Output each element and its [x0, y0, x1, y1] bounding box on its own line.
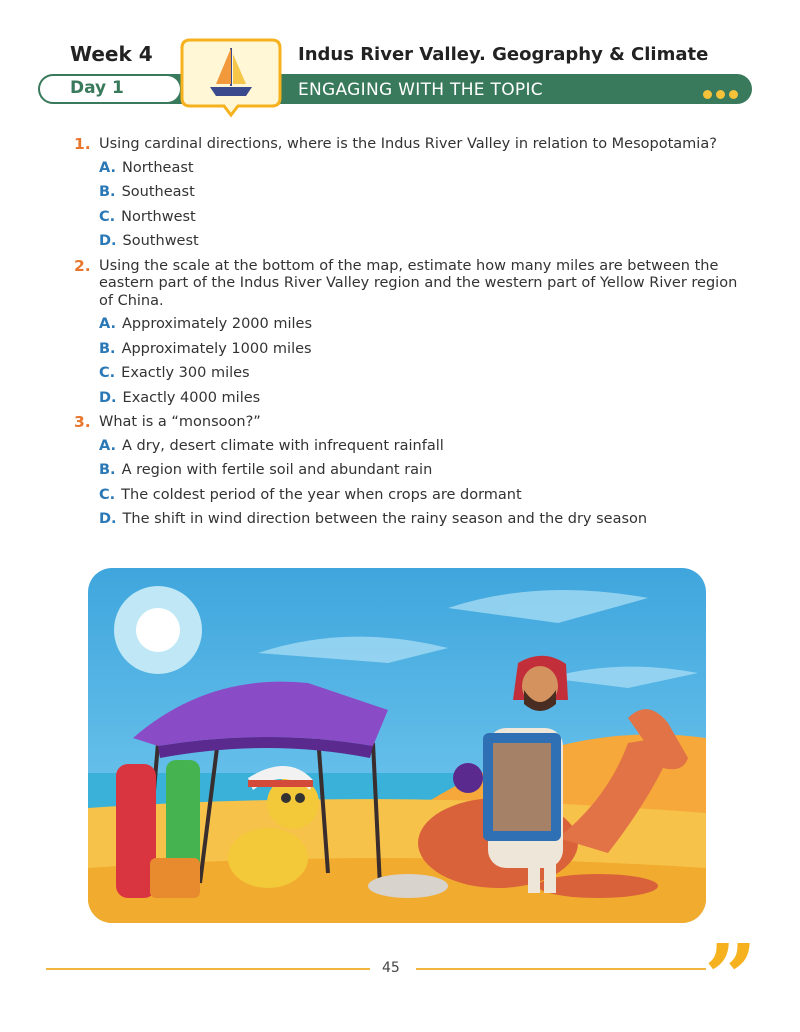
question-number: 3.	[74, 413, 91, 431]
day-label: Day 1	[70, 78, 124, 98]
question-text: Using cardinal directions, where is the Indus River Valley in relation to Mesopotamia?	[99, 136, 717, 152]
question-text: Using the scale at the bottom of the map, estimate how many miles are between the eastern part of the Indus River Valley region and the western part of Yellow River region of China.	[99, 257, 738, 309]
option-item: D. Southwest	[99, 233, 199, 249]
option-item: B. Approximately 1000 miles	[99, 340, 312, 357]
question-list	[74, 136, 744, 536]
option-item: B. Southeast	[99, 184, 195, 200]
topic-title: Indus River Valley. Geography & Climate	[298, 44, 709, 65]
option-item: A. Northeast	[99, 159, 194, 176]
page-number: 45	[382, 960, 400, 976]
question-number: 2.	[74, 256, 91, 275]
option-item: A. A dry, desert climate with infrequent rainfall	[99, 437, 444, 454]
option-item: A. Approximately 2000 miles	[99, 316, 313, 332]
option-item: C. Exactly 300 miles	[99, 365, 250, 381]
option-item: D. Exactly 4000 miles	[99, 389, 261, 406]
desert-illustration	[88, 568, 706, 923]
more-dots-icon	[703, 84, 742, 103]
option-item: C. The coldest period of the year when crops are dormant	[99, 486, 522, 503]
option-item: D. The shift in wind direction between the rainy season and the dry season	[99, 511, 648, 527]
option-item: B. A region with fertile soil and abundant rain	[99, 462, 433, 478]
week-label: Week 4	[70, 42, 153, 66]
question-text: What is a “monsoon?”	[99, 414, 261, 430]
options-list	[74, 316, 744, 407]
question-1	[74, 136, 744, 154]
options-list	[74, 160, 744, 251]
sailboat-speech-bubble-icon	[176, 36, 286, 118]
section-title: ENGAGING WITH THE TOPIC	[298, 80, 543, 100]
footer-divider-left	[46, 968, 370, 970]
option-item: C. Northwest	[99, 208, 196, 225]
question-3	[74, 414, 744, 432]
question-number: 1.	[74, 135, 91, 153]
footer-divider-right	[416, 968, 706, 970]
quote-mark-icon: ”	[704, 924, 757, 1032]
question-2	[74, 258, 744, 311]
options-list	[74, 438, 744, 529]
